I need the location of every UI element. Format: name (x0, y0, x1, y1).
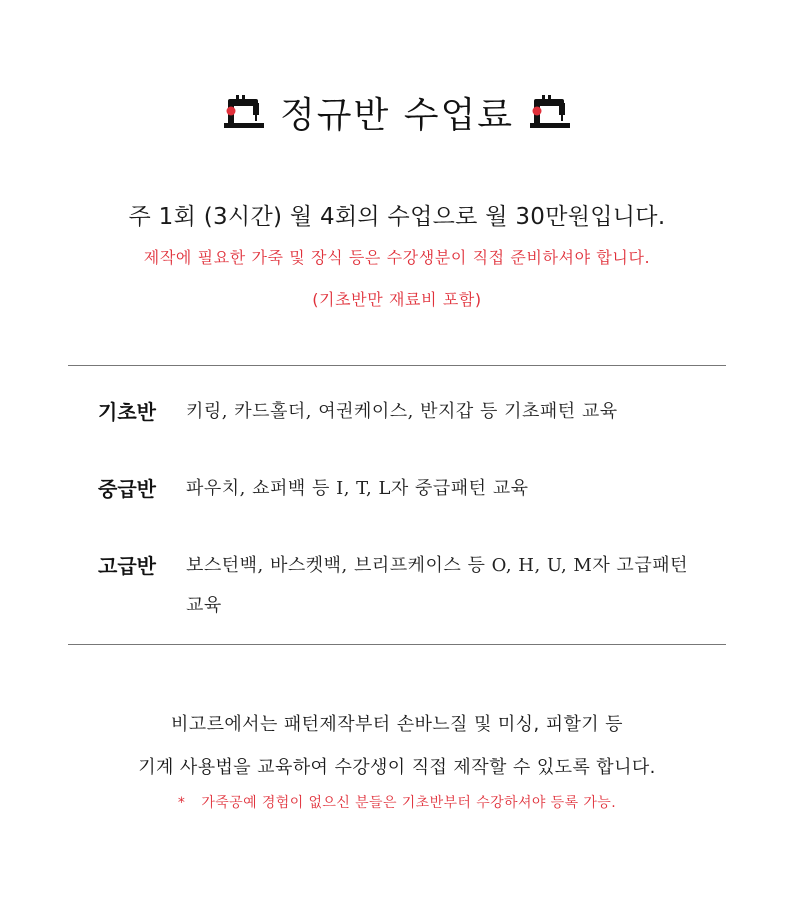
course-advanced (98, 546, 728, 626)
course-name: 기초반 (98, 400, 156, 424)
materials-included-note: (기초반만 재료비 포함) (312, 290, 482, 309)
course-basic (98, 392, 728, 432)
footnote-mark: * (177, 795, 186, 811)
sewing-machine-icon (528, 95, 572, 129)
outro-line-1: 비고르에서는 패턴제작부터 손바느질 및 미싱, 피할기 등 (171, 714, 623, 735)
footnote (0, 792, 794, 812)
course-name: 고급반 (98, 554, 156, 578)
price-summary: 주 1회 (3시간) 월 4회의 수업으로 월 30만원입니다. (128, 204, 666, 230)
page-title: 정규반 수업료 (279, 94, 515, 136)
course-description: 키링, 카드홀더, 여권케이스, 반지갑 등 기초패턴 교육 (186, 401, 618, 422)
sewing-machine-icon (222, 95, 266, 129)
course-description: 파우치, 쇼퍼백 등 I, T, L자 중급패턴 교육 (186, 478, 529, 499)
course-name: 중급반 (98, 477, 156, 501)
materials-note: 제작에 필요한 가죽 및 장식 등은 수강생분이 직접 준비하셔야 합니다. (143, 248, 651, 267)
divider-top (68, 365, 726, 366)
footnote-text: 가죽공예 경험이 없으신 분들은 기초반부터 수강하셔야 등록 가능. (201, 795, 617, 811)
course-intermediate (98, 469, 728, 509)
course-description: 보스턴백, 바스켓백, 브리프케이스 등 O, H, U, M자 고급패턴 교육 (186, 555, 688, 616)
title-row (0, 84, 794, 140)
outro-line-2: 기계 사용법을 교육하여 수강생이 직접 제작할 수 있도록 합니다. (138, 757, 656, 778)
divider-bottom (68, 644, 726, 645)
